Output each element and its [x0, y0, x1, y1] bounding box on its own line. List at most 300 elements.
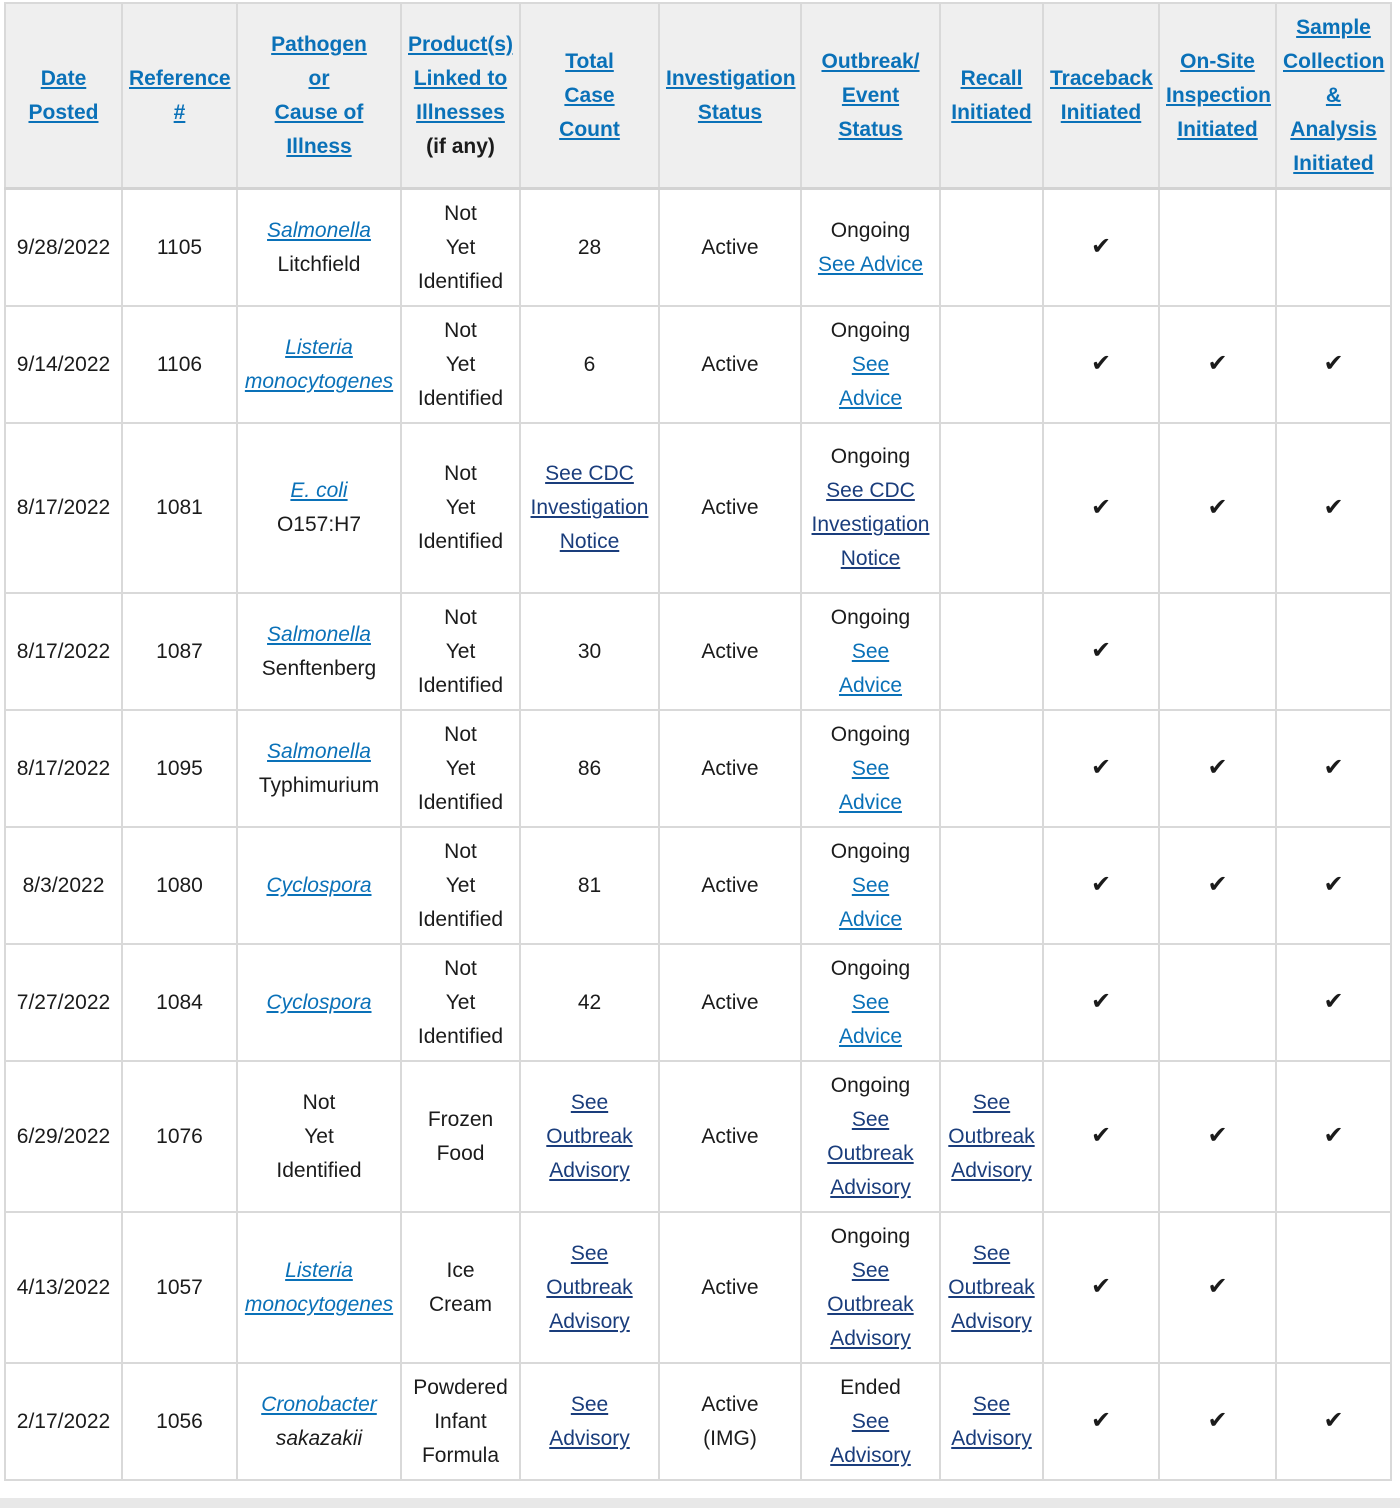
header-text: # [173, 100, 186, 124]
outbreak-status-cell [801, 423, 940, 593]
outbreak-link-text: See [851, 990, 890, 1014]
header-text: Initiated [1293, 151, 1374, 175]
table-row [5, 710, 1391, 827]
outbreak-link-text: See [851, 873, 890, 897]
header-text: Outbreak/ [821, 49, 920, 73]
outbreak-advice-link[interactable] [808, 248, 933, 282]
case-count-cell: 6 [520, 306, 659, 423]
checkmark-icon: ✔ [1207, 1407, 1228, 1434]
product-text: Infant [434, 1409, 487, 1433]
reference-cell: 1056 [122, 1363, 237, 1480]
case-count-cell [520, 1212, 659, 1363]
col-outbreak-status[interactable] [801, 3, 940, 189]
pathogen-link[interactable] [244, 618, 394, 652]
recall-advisory-link[interactable] [947, 1388, 1036, 1456]
product-text: Not [444, 839, 477, 863]
pathogen-cell [237, 710, 401, 827]
sort-link-traceback[interactable] [1050, 62, 1152, 130]
outbreak-link-text: Investigation [811, 513, 930, 536]
investigation-status-text: Active [701, 1124, 759, 1148]
investigation-status-text: Active [701, 1275, 759, 1299]
product-text: Yet [445, 873, 476, 897]
checkmark-icon: ✔ [1207, 1122, 1228, 1149]
product-text: Yet [445, 235, 476, 259]
product-cell [401, 710, 520, 827]
checkmark-icon: ✔ [1090, 871, 1112, 898]
outbreak-table [4, 2, 1392, 1481]
pathogen-link[interactable] [244, 869, 394, 903]
header-text: Pathogen [271, 32, 367, 56]
product-cell [401, 1061, 520, 1212]
sort-link-sample[interactable] [1283, 11, 1384, 181]
outbreak-link-text: Advisory [830, 1175, 911, 1199]
table-row [5, 423, 1391, 593]
outbreak-status-cell [801, 1363, 940, 1480]
recall-link-text: Advisory [951, 1309, 1032, 1333]
pathogen-link[interactable] [244, 474, 394, 508]
product-text: Ice [446, 1258, 475, 1282]
header-text: Event [841, 83, 900, 107]
header-text: & [1325, 83, 1342, 107]
sample-cell [1276, 1061, 1391, 1212]
checkmark-icon: ✔ [1323, 754, 1344, 781]
investigation-status-text: Active [701, 235, 759, 259]
case-count-link-text: Outbreak [546, 1275, 633, 1299]
product-text: Yet [445, 639, 476, 663]
reference-cell: 1095 [122, 710, 237, 827]
traceback-cell [1043, 1061, 1159, 1212]
col-investigation-status[interactable] [659, 3, 801, 189]
pathogen-cell [237, 1212, 401, 1363]
recall-link-text: See [972, 1392, 1011, 1416]
traceback-cell [1043, 944, 1159, 1061]
investigation-status-text: Active [701, 496, 759, 519]
outbreak-status-text: Ended [840, 1375, 901, 1399]
pathogen-strain: O157:H7 [276, 513, 362, 536]
recall-link-text: Outbreak [948, 1275, 1035, 1299]
pathogen-link-text: Listeria [285, 335, 353, 359]
pathogen-strain: Typhimurium [258, 773, 380, 797]
product-text: Yet [445, 990, 476, 1014]
outbreak-link-text: See [851, 1107, 890, 1131]
col-date-posted[interactable] [5, 3, 122, 189]
reference-cell: 1076 [122, 1061, 237, 1212]
traceback-cell [1043, 593, 1159, 710]
sample-cell [1276, 1363, 1391, 1480]
sample-cell [1276, 827, 1391, 944]
table-row [5, 1363, 1391, 1480]
pathogen-link-text: Cyclospora [266, 873, 372, 897]
case-count-cell [520, 1363, 659, 1480]
recall-cell [940, 827, 1043, 944]
header-row [5, 3, 1391, 189]
investigation-status-text: Active [701, 1392, 759, 1416]
outbreak-advice-link[interactable] [808, 752, 933, 820]
col-traceback-initiated[interactable] [1043, 3, 1159, 189]
header-text: Total [565, 49, 614, 73]
reference-cell: 1080 [122, 827, 237, 944]
header-text: Count [559, 117, 620, 141]
sample-cell [1276, 593, 1391, 710]
outbreak-advice-link[interactable] [808, 474, 933, 576]
header-text: Linked to [413, 66, 508, 90]
product-cell [401, 423, 520, 593]
date-posted-cell: 8/3/2022 [5, 827, 122, 944]
pathogen-link[interactable] [244, 1388, 394, 1422]
investigation-status-text: Active [701, 873, 759, 897]
investigation-status-cell [659, 423, 801, 593]
date-posted-cell: 8/17/2022 [5, 710, 122, 827]
checkmark-icon: ✔ [1207, 1273, 1228, 1300]
date-posted-cell: 6/29/2022 [5, 1061, 122, 1212]
header-text: Investigation [666, 66, 796, 90]
outbreak-advice-link[interactable] [808, 1103, 933, 1205]
pathogen-link[interactable] [244, 735, 394, 769]
product-text: Identified [417, 530, 504, 553]
recall-link-text: Outbreak [948, 1124, 1035, 1148]
checkmark-icon: ✔ [1090, 988, 1112, 1015]
table-body [5, 189, 1391, 1481]
outbreak-link-text: Advice [838, 673, 903, 697]
header-text: Sample [1296, 15, 1371, 39]
investigation-status-cell [659, 944, 801, 1061]
pathogen-link-text: monocytogenes [244, 369, 394, 393]
recall-cell [940, 710, 1043, 827]
recall-advisory-link[interactable] [947, 1086, 1036, 1188]
investigation-status-cell [659, 189, 801, 307]
checkmark-icon: ✔ [1207, 350, 1228, 377]
outbreak-link-text: Advice [838, 907, 903, 931]
header-text: Status [697, 100, 763, 124]
onsite-cell [1159, 189, 1276, 307]
header-text: Collection [1283, 49, 1385, 73]
product-cell [401, 944, 520, 1061]
investigation-status-text: Active [701, 756, 759, 780]
pathogen-link-text: Salmonella [267, 739, 371, 763]
pathogen-link-text: Cyclospora [266, 990, 372, 1014]
onsite-cell [1159, 710, 1276, 827]
outbreak-status-text: Ongoing [830, 445, 911, 468]
checkmark-icon: ✔ [1090, 350, 1112, 377]
product-text: Food [436, 1141, 485, 1165]
pathogen-cell [237, 944, 401, 1061]
case-count-link[interactable] [527, 457, 652, 559]
outbreak-status-cell [801, 710, 940, 827]
outbreak-advice-link[interactable] [808, 869, 933, 937]
traceback-cell [1043, 189, 1159, 307]
onsite-cell [1159, 827, 1276, 944]
header-text: Illnesses [416, 100, 505, 124]
outbreak-link-text: See [851, 352, 890, 376]
recall-link-text: See [972, 1090, 1011, 1114]
pathogen-link[interactable] [244, 1254, 394, 1322]
pathogen-link[interactable] [244, 214, 394, 248]
header-text: Illness [286, 134, 352, 158]
date-posted-cell: 2/17/2022 [5, 1363, 122, 1480]
outbreak-link-text: See Advice [817, 252, 924, 276]
traceback-cell [1043, 827, 1159, 944]
sample-cell [1276, 1212, 1391, 1363]
checkmark-icon: ✔ [1090, 1273, 1112, 1300]
recall-cell [940, 189, 1043, 307]
outbreak-status-cell [801, 827, 940, 944]
traceback-cell [1043, 1212, 1159, 1363]
header-text: Cause of [274, 100, 364, 124]
product-cell [401, 189, 520, 307]
traceback-cell [1043, 710, 1159, 827]
onsite-cell [1159, 1363, 1276, 1480]
header-text: Posted [28, 100, 99, 124]
sort-link-pathogen[interactable] [244, 28, 394, 164]
sort-link-recall[interactable] [947, 62, 1036, 130]
sample-cell [1276, 944, 1391, 1061]
product-text: Formula [421, 1443, 500, 1467]
case-count-link[interactable] [527, 1237, 652, 1339]
product-text: Not [444, 201, 477, 225]
outbreak-status-cell [801, 189, 940, 307]
header-text: Recall [960, 66, 1023, 90]
case-count-link-text: See [570, 1392, 609, 1416]
outbreak-link-text: See [851, 1258, 890, 1282]
reference-cell: 1105 [122, 189, 237, 307]
header-text: On-Site [1180, 49, 1255, 73]
table-row [5, 1061, 1391, 1212]
pathogen-cell [237, 1363, 401, 1480]
table-row [5, 306, 1391, 423]
pathogen-link-text: Listeria [285, 1258, 353, 1282]
case-count-link-text: Advisory [549, 1426, 630, 1450]
investigation-status-cell [659, 1363, 801, 1480]
table-row [5, 944, 1391, 1061]
case-count-link-text: Outbreak [546, 1124, 633, 1148]
sample-cell [1276, 710, 1391, 827]
product-text: Yet [445, 496, 476, 519]
col-onsite-inspection[interactable] [1159, 3, 1276, 189]
sort-link-outbreak[interactable] [808, 45, 933, 147]
sort-link-products[interactable] [408, 28, 513, 130]
outbreak-status-cell [801, 593, 940, 710]
case-count-cell [520, 423, 659, 593]
checkmark-icon: ✔ [1323, 871, 1344, 898]
investigation-status-cell [659, 593, 801, 710]
onsite-cell [1159, 1212, 1276, 1363]
product-cell [401, 827, 520, 944]
checkmark-icon: ✔ [1090, 754, 1112, 781]
product-cell [401, 1363, 520, 1480]
pathogen-strain: Litchfield [277, 252, 361, 276]
date-posted-cell: 4/13/2022 [5, 1212, 122, 1363]
date-posted-cell: 8/17/2022 [5, 423, 122, 593]
header-text: Date [40, 66, 87, 90]
pathogen-text: Yet [304, 1124, 334, 1148]
header-text: Traceback [1050, 66, 1153, 90]
outbreak-link-text: See [851, 639, 890, 663]
product-text: Identified [417, 386, 504, 410]
investigation-status-cell [659, 827, 801, 944]
product-text: Not [444, 956, 477, 980]
table-row [5, 1212, 1391, 1363]
case-count-link-text: See [570, 1090, 609, 1114]
col-pathogen[interactable] [237, 3, 401, 189]
product-text: Yet [445, 756, 476, 780]
header-text: or [308, 66, 330, 90]
case-count-link[interactable] [527, 1388, 652, 1456]
reference-cell: 1057 [122, 1212, 237, 1363]
case-count-link-text: Investigation [530, 496, 649, 519]
sort-link-investigation[interactable] [666, 62, 794, 130]
sort-link-date[interactable] [12, 62, 115, 130]
checkmark-icon: ✔ [1090, 233, 1112, 260]
pathogen-link-text: Cronobacter [261, 1392, 377, 1416]
outbreak-status-text: Ongoing [830, 1224, 911, 1248]
case-count-link-text: Notice [559, 530, 620, 553]
case-count-cell: 28 [520, 189, 659, 307]
checkmark-icon: ✔ [1323, 350, 1344, 377]
outbreak-link-text: Outbreak [827, 1141, 914, 1165]
checkmark-icon: ✔ [1323, 493, 1344, 521]
recall-cell [940, 423, 1043, 593]
sort-link-case_count[interactable] [527, 45, 652, 147]
recall-cell [940, 1212, 1043, 1363]
outbreak-advice-link[interactable] [808, 1254, 933, 1356]
outbreak-link-text: Outbreak [827, 1292, 914, 1316]
pathogen-link[interactable] [244, 986, 394, 1020]
outbreak-link-text: Advisory [830, 1443, 911, 1467]
onsite-cell [1159, 593, 1276, 710]
checkmark-icon: ✔ [1090, 493, 1112, 521]
sample-cell [1276, 423, 1391, 593]
product-text: Yet [445, 352, 476, 376]
case-count-cell: 86 [520, 710, 659, 827]
investigation-status-cell [659, 1061, 801, 1212]
reference-cell: 1084 [122, 944, 237, 1061]
outbreak-link-text: See [851, 756, 890, 780]
product-text: Not [444, 318, 477, 342]
sort-link-reference[interactable] [129, 62, 230, 130]
outbreak-status-text: Ongoing [830, 956, 911, 980]
pathogen-cell [237, 189, 401, 307]
checkmark-icon: ✔ [1323, 1122, 1344, 1149]
col-products[interactable] [401, 3, 520, 189]
outbreak-advice-link[interactable] [808, 1405, 933, 1473]
product-cell [401, 593, 520, 710]
pathogen-strain: Senftenberg [261, 656, 377, 680]
outbreak-status-cell [801, 1212, 940, 1363]
outbreak-link-text: Advice [838, 1024, 903, 1048]
case-count-cell: 30 [520, 593, 659, 710]
outbreak-status-cell [801, 1061, 940, 1212]
recall-cell [940, 593, 1043, 710]
outbreak-link-text: See [851, 1409, 890, 1433]
table-row [5, 593, 1391, 710]
recall-cell [940, 1061, 1043, 1212]
outbreak-link-text: Advice [838, 790, 903, 814]
checkmark-icon: ✔ [1323, 988, 1344, 1015]
product-text: Identified [417, 673, 504, 697]
investigation-status-cell [659, 710, 801, 827]
investigation-status-text: Active [701, 639, 759, 663]
pathogen-link-text: monocytogenes [244, 1292, 394, 1316]
checkmark-icon: ✔ [1090, 1122, 1112, 1149]
onsite-cell [1159, 1061, 1276, 1212]
product-text: Powdered [413, 1375, 508, 1399]
product-text: Not [444, 605, 477, 629]
header-text: Initiated [1177, 117, 1258, 141]
product-text: Cream [428, 1292, 492, 1316]
outbreak-status-text: Ongoing [830, 605, 911, 629]
investigation-status-cell [659, 306, 801, 423]
checkmark-icon: ✔ [1207, 754, 1228, 781]
table-row [5, 189, 1391, 307]
sample-cell [1276, 189, 1391, 307]
header-text: Status [838, 117, 903, 141]
case-count-cell: 81 [520, 827, 659, 944]
horizontal-scrollbar-track[interactable] [0, 1498, 1400, 1508]
product-cell [401, 306, 520, 423]
pathogen-strain: sakazakii [275, 1426, 363, 1450]
outbreak-status-text: Ongoing [830, 218, 911, 242]
header-text: Initiated [1060, 100, 1142, 124]
col-reference[interactable] [122, 3, 237, 189]
checkmark-icon: ✔ [1207, 871, 1228, 898]
recall-cell [940, 306, 1043, 423]
case-count-link-text: Advisory [549, 1158, 630, 1182]
product-text: Frozen [427, 1107, 494, 1131]
pathogen-cell [237, 423, 401, 593]
outbreak-link-text: Advice [838, 386, 903, 410]
col-recall-initiated[interactable] [940, 3, 1043, 189]
traceback-cell [1043, 423, 1159, 593]
product-text: Identified [417, 269, 504, 293]
case-count-link[interactable] [527, 1086, 652, 1188]
col-sample-collection[interactable] [1276, 3, 1391, 189]
outbreak-link-text: See CDC [826, 479, 915, 502]
checkmark-icon: ✔ [1090, 637, 1112, 664]
traceback-cell [1043, 1363, 1159, 1480]
outbreak-advice-link[interactable] [808, 348, 933, 416]
recall-advisory-link[interactable] [947, 1237, 1036, 1339]
pathogen-link[interactable] [244, 331, 394, 399]
sort-link-onsite[interactable] [1166, 45, 1272, 147]
header-text: Analysis [1290, 117, 1377, 141]
onsite-cell [1159, 944, 1276, 1061]
date-posted-cell: 8/17/2022 [5, 593, 122, 710]
pathogen-link-text: Salmonella [267, 218, 371, 242]
product-text: Not [444, 722, 477, 746]
outbreak-link-text: Advisory [830, 1326, 911, 1350]
outbreak-status-text: Ongoing [830, 722, 911, 746]
header-note: (if any) [426, 134, 495, 158]
sample-cell [1276, 306, 1391, 423]
header-text: Reference [129, 66, 231, 90]
recall-cell [940, 944, 1043, 1061]
col-case-count[interactable] [520, 3, 659, 189]
outbreak-status-text: Ongoing [830, 1073, 911, 1097]
outbreak-advice-link[interactable] [808, 635, 933, 703]
investigation-status-text: Active [701, 352, 759, 376]
case-count-cell: 42 [520, 944, 659, 1061]
traceback-cell [1043, 306, 1159, 423]
outbreak-advice-link[interactable] [808, 986, 933, 1054]
pathogen-link-text: E. coli [290, 479, 348, 502]
recall-link-text: See [972, 1241, 1011, 1265]
investigation-status-cell [659, 1212, 801, 1363]
checkmark-icon: ✔ [1090, 1407, 1112, 1434]
outbreak-status-text: Ongoing [830, 318, 911, 342]
header-text: Case [564, 83, 615, 107]
case-count-link-text: See CDC [545, 462, 634, 485]
case-count-cell [520, 1061, 659, 1212]
